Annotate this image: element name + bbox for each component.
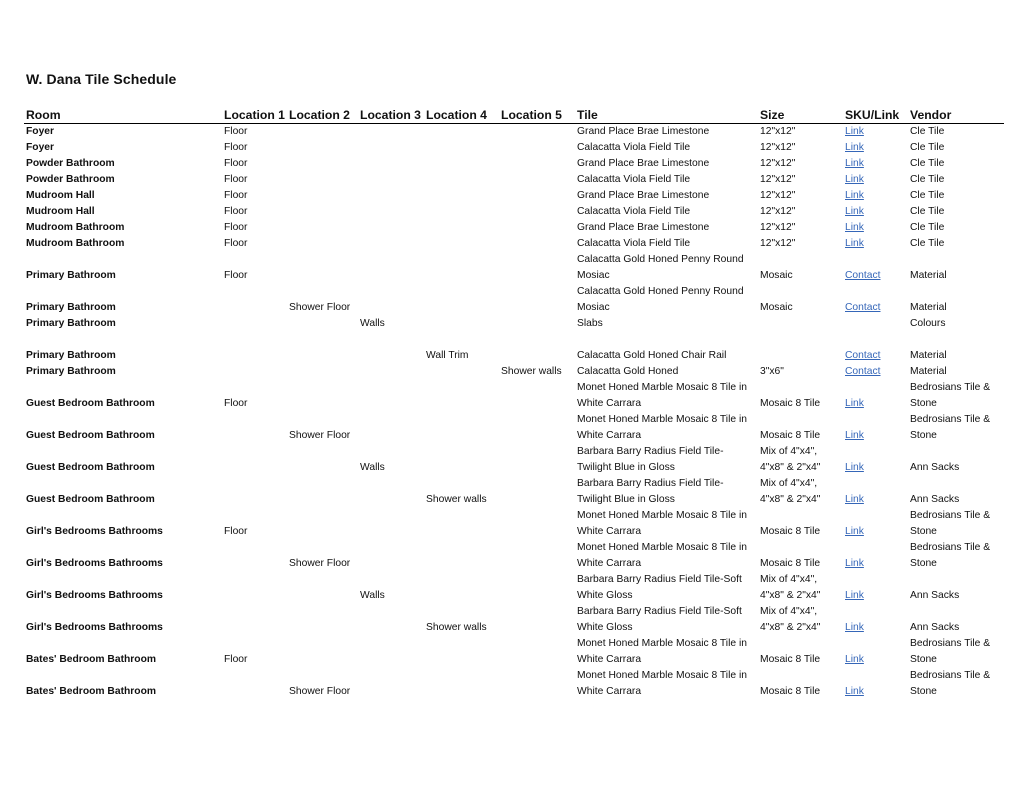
table-row [24, 476, 1004, 508]
tile-cell: Calacatta Gold Honed Penny Round Mosiac [577, 254, 744, 281]
room-cell: Primary Bathroom [26, 302, 116, 313]
room-cell: Girl's Bedrooms Bathrooms [26, 558, 163, 569]
column-header-location-2: Location 2 [287, 106, 358, 124]
vendor-cell: Cle Tile [910, 126, 945, 137]
contact-link[interactable]: Contact [845, 270, 881, 281]
location-1-cell [222, 444, 287, 476]
location-2-cell [287, 140, 358, 156]
sku-link[interactable]: Link [845, 654, 864, 665]
sku-link[interactable]: Link [845, 190, 864, 201]
table-row [24, 364, 1004, 380]
room-cell: Girl's Bedrooms Bathrooms [26, 622, 163, 633]
location-4-cell: Wall Trim [426, 350, 469, 361]
room-cell: Mudroom Hall [26, 190, 95, 201]
sku-link-cell [843, 540, 908, 572]
location-1-cell: Floor [224, 654, 248, 665]
location-3-cell [358, 220, 424, 236]
location-1-cell: Floor [224, 142, 248, 153]
room-cell: Powder Bathroom [26, 158, 115, 169]
location-3-cell: Walls [360, 462, 385, 473]
tile-cell: Barbara Barry Radius Field Tile- Twilight Blue in Gloss [577, 446, 724, 473]
sku-link[interactable]: Link [845, 622, 864, 633]
table-row [24, 188, 1004, 204]
location-1-cell [222, 572, 287, 604]
vendor-cell: Cle Tile [910, 238, 945, 249]
location-2-cell: Shower Floor [289, 430, 351, 441]
location-5-cell [499, 204, 575, 220]
location-4-cell [424, 380, 499, 412]
location-1-cell: Floor [224, 174, 248, 185]
vendor-cell: Colours [910, 318, 946, 329]
size-cell: Mix of 4"x4", 4"x8" & 2"x4" [760, 478, 821, 505]
sku-link-cell [843, 380, 908, 412]
tile-cell: Calacatta Viola Field Tile [577, 174, 691, 185]
tile-cell: Calacatta Gold Honed Penny Round Mosiac [577, 286, 744, 313]
location-5-cell [499, 380, 575, 412]
location-5-cell [499, 668, 575, 700]
vendor-cell: Bedrosians Tile & Stone [910, 638, 991, 665]
table-row [24, 508, 1004, 540]
location-2-cell: Shower Floor [289, 686, 351, 697]
table-row [24, 284, 1004, 316]
location-5-cell [499, 412, 575, 444]
location-3-cell [358, 476, 424, 508]
tile-cell: Monet Honed Marble Mosaic 8 Tile in White Carrara [577, 414, 747, 441]
location-3-cell [358, 540, 424, 572]
location-4-cell [424, 156, 499, 172]
tile-cell: Monet Honed Marble Mosaic 8 Tile in White Carrara [577, 638, 747, 665]
tile-cell: Barbara Barry Radius Field Tile- Twilight Blue in Gloss [577, 478, 724, 505]
vendor-cell: Cle Tile [910, 142, 945, 153]
size-cell: 12"x12" [760, 158, 796, 169]
location-2-cell [287, 316, 358, 332]
location-1-cell: Floor [224, 126, 248, 137]
sku-link-cell [843, 140, 908, 156]
sku-link[interactable]: Link [845, 558, 864, 569]
room-cell: Foyer [26, 142, 55, 153]
room-cell: Primary Bathroom [26, 366, 116, 377]
sku-link-cell [843, 284, 908, 316]
location-3-cell [358, 140, 424, 156]
room-cell: Primary Bathroom [26, 270, 116, 281]
location-2-cell [287, 236, 358, 252]
location-2-cell [287, 636, 358, 668]
size-cell: Mix of 4"x4", 4"x8" & 2"x4" [760, 446, 821, 473]
location-3-cell: Walls [360, 590, 385, 601]
location-4-cell [424, 284, 499, 316]
location-5-cell [499, 476, 575, 508]
location-3-cell [358, 156, 424, 172]
location-2-cell [287, 220, 358, 236]
size-cell: 12"x12" [760, 142, 796, 153]
vendor-cell: Bedrosians Tile & Stone [910, 510, 991, 537]
location-5-cell [499, 236, 575, 252]
location-2-cell [287, 444, 358, 476]
location-4-cell: Shower walls [426, 494, 487, 505]
table-row [24, 140, 1004, 156]
table-row [24, 332, 1004, 364]
sku-link-cell [843, 156, 908, 172]
room-cell: Guest Bedroom Bathroom [26, 462, 155, 473]
sku-link-cell [843, 604, 908, 636]
location-5-cell [499, 252, 575, 284]
sku-link[interactable]: Link [845, 174, 864, 185]
vendor-cell: Bedrosians Tile & Stone [910, 542, 991, 569]
location-2-cell [287, 252, 358, 284]
sku-link[interactable]: Link [845, 526, 864, 537]
location-5-cell [499, 332, 575, 364]
location-4-cell [424, 172, 499, 188]
table-row [24, 444, 1004, 476]
sku-link-cell [843, 444, 908, 476]
tile-cell: Barbara Barry Radius Field Tile-Soft White Gloss [577, 574, 742, 601]
tile-cell: Monet Honed Marble Mosaic 8 Tile in White Carrara [577, 382, 747, 409]
vendor-cell: Bedrosians Tile & Stone [910, 382, 991, 409]
column-header-location-5: Location 5 [499, 106, 575, 124]
location-3-cell [358, 332, 424, 364]
room-cell: Bates' Bedroom Bathroom [26, 654, 157, 665]
table-row [24, 204, 1004, 220]
room-cell: Girl's Bedrooms Bathrooms [26, 526, 163, 537]
location-3-cell [358, 604, 424, 636]
location-1-cell [222, 332, 287, 364]
location-4-cell [424, 508, 499, 540]
location-3-cell: Walls [360, 318, 385, 329]
location-5-cell [499, 508, 575, 540]
location-3-cell [358, 364, 424, 380]
sku-link[interactable]: Link [845, 462, 864, 473]
location-2-cell [287, 172, 358, 188]
location-4-cell [424, 668, 499, 700]
column-header-size: Size [758, 106, 843, 124]
room-cell: Guest Bedroom Bathroom [26, 494, 155, 505]
location-1-cell: Floor [224, 270, 248, 281]
location-1-cell: Floor [224, 206, 248, 217]
tile-cell: Monet Honed Marble Mosaic 8 Tile in White Carrara [577, 670, 747, 697]
size-cell [758, 316, 843, 332]
size-cell [758, 332, 843, 364]
location-5-cell [499, 124, 575, 140]
tile-cell: Slabs [577, 318, 603, 329]
location-3-cell [358, 188, 424, 204]
vendor-cell: Material [910, 350, 947, 361]
room-cell: Guest Bedroom Bathroom [26, 398, 155, 409]
location-4-cell [424, 572, 499, 604]
location-4-cell [424, 204, 499, 220]
vendor-cell: Cle Tile [910, 190, 945, 201]
tile-cell: Calacatta Viola Field Tile [577, 142, 691, 153]
tile-cell: Grand Place Brae Limestone [577, 158, 710, 169]
location-2-cell [287, 124, 358, 140]
column-header-room: Room [24, 106, 222, 124]
location-2-cell: Shower Floor [289, 558, 351, 569]
size-cell: Mosaic [760, 270, 793, 281]
vendor-cell: Cle Tile [910, 174, 945, 185]
sku-link[interactable]: Link [845, 158, 864, 169]
sku-link-cell [843, 252, 908, 284]
column-header-location-3: Location 3 [358, 106, 424, 124]
location-1-cell [222, 284, 287, 316]
tile-schedule-table [24, 106, 1004, 700]
room-cell: Guest Bedroom Bathroom [26, 430, 155, 441]
location-2-cell [287, 604, 358, 636]
location-4-cell [424, 636, 499, 668]
location-5-cell: Shower walls [501, 366, 562, 377]
location-4-cell [424, 540, 499, 572]
location-2-cell [287, 204, 358, 220]
location-1-cell: Floor [224, 158, 248, 169]
vendor-cell: Ann Sacks [910, 622, 960, 633]
location-4-cell [424, 364, 499, 380]
vendor-cell: Material [910, 302, 947, 313]
location-1-cell: Floor [224, 526, 248, 537]
location-3-cell [358, 236, 424, 252]
table-row [24, 236, 1004, 252]
location-4-cell [424, 220, 499, 236]
tile-cell: Calacatta Gold Honed Chair Rail [577, 350, 727, 361]
location-4-cell [424, 188, 499, 204]
sku-link-cell [843, 668, 908, 700]
tile-cell: Calacatta Viola Field Tile [577, 238, 691, 249]
table-row [24, 252, 1004, 284]
page-title: W. Dana Tile Schedule [26, 71, 177, 87]
location-3-cell [358, 412, 424, 444]
location-5-cell [499, 604, 575, 636]
vendor-cell: Ann Sacks [910, 494, 960, 505]
sku-link[interactable]: Link [845, 430, 864, 441]
sku-link-cell [843, 364, 908, 380]
size-cell: Mosaic 8 Tile [760, 430, 821, 441]
table-row [24, 540, 1004, 572]
sku-link[interactable]: Link [845, 238, 864, 249]
sku-link-cell [843, 332, 908, 364]
location-1-cell [222, 604, 287, 636]
header-row [24, 106, 1004, 124]
tile-cell: Grand Place Brae Limestone [577, 222, 710, 233]
location-2-cell: Shower Floor [289, 302, 351, 313]
vendor-cell: Bedrosians Tile & Stone [910, 414, 991, 441]
size-cell: 12"x12" [760, 174, 796, 185]
size-cell: Mix of 4"x4", 4"x8" & 2"x4" [760, 606, 821, 633]
location-1-cell: Floor [224, 238, 248, 249]
location-2-cell [287, 476, 358, 508]
room-cell: Mudroom Hall [26, 206, 95, 217]
table-row [24, 412, 1004, 444]
location-4-cell [424, 444, 499, 476]
location-5-cell [499, 316, 575, 332]
sku-link-cell [843, 508, 908, 540]
size-cell: Mosaic 8 Tile [760, 654, 821, 665]
size-cell: Mosaic [760, 302, 793, 313]
vendor-cell: Ann Sacks [910, 462, 960, 473]
sku-link-cell [843, 204, 908, 220]
location-3-cell [358, 380, 424, 412]
vendor-cell: Material [910, 270, 947, 281]
vendor-cell: Material [910, 366, 947, 377]
location-3-cell [358, 636, 424, 668]
vendor-cell: Ann Sacks [910, 590, 960, 601]
location-5-cell [499, 284, 575, 316]
column-header-location-1: Location 1 [222, 106, 287, 124]
room-cell: Bates' Bedroom Bathroom [26, 686, 157, 697]
location-5-cell [499, 156, 575, 172]
vendor-cell: Bedrosians Tile & Stone [910, 670, 991, 697]
location-2-cell [287, 188, 358, 204]
room-cell: Primary Bathroom [26, 350, 116, 361]
size-cell: Mosaic 8 Tile [760, 526, 821, 537]
location-3-cell [358, 668, 424, 700]
vendor-cell: Cle Tile [910, 222, 945, 233]
sku-link[interactable]: Link [845, 686, 864, 697]
location-2-cell [287, 332, 358, 364]
sku-link[interactable]: Link [845, 590, 864, 601]
location-1-cell: Floor [224, 398, 248, 409]
location-3-cell [358, 252, 424, 284]
tile-cell: Barbara Barry Radius Field Tile-Soft White Gloss [577, 606, 742, 633]
size-cell: 3"x6" [760, 366, 784, 377]
table-row [24, 220, 1004, 236]
sku-link-cell [843, 124, 908, 140]
location-1-cell [222, 668, 287, 700]
location-5-cell [499, 188, 575, 204]
location-5-cell [499, 140, 575, 156]
tile-cell: Calacatta Viola Field Tile [577, 206, 691, 217]
location-5-cell [499, 540, 575, 572]
location-5-cell [499, 636, 575, 668]
sku-link[interactable]: Link [845, 398, 864, 409]
table-row [24, 668, 1004, 700]
size-cell: 12"x12" [760, 206, 796, 217]
table-row [24, 572, 1004, 604]
size-cell: 12"x12" [760, 190, 796, 201]
column-header-sku-link: SKU/Link [843, 106, 908, 124]
location-4-cell [424, 316, 499, 332]
location-3-cell [358, 124, 424, 140]
tile-cell: Calacatta Gold Honed [577, 366, 679, 377]
table-header [24, 106, 1004, 124]
location-1-cell [222, 412, 287, 444]
size-cell: Mosaic 8 Tile [760, 686, 821, 697]
sku-link-cell [843, 572, 908, 604]
sku-link[interactable]: Link [845, 494, 864, 505]
tile-cell: Grand Place Brae Limestone [577, 190, 710, 201]
contact-link[interactable]: Contact [845, 366, 881, 377]
table-row [24, 316, 1004, 332]
location-3-cell [358, 172, 424, 188]
sku-link-cell [843, 188, 908, 204]
size-cell: Mix of 4"x4", 4"x8" & 2"x4" [760, 574, 821, 601]
sku-link[interactable]: Link [845, 142, 864, 153]
size-cell: Mosaic 8 Tile [760, 558, 821, 569]
location-2-cell [287, 156, 358, 172]
size-cell: 12"x12" [760, 238, 796, 249]
sku-link[interactable]: Link [845, 126, 864, 137]
location-5-cell [499, 572, 575, 604]
location-5-cell [499, 220, 575, 236]
location-1-cell [222, 364, 287, 380]
vendor-cell: Cle Tile [910, 206, 945, 217]
column-header-tile: Tile [575, 106, 758, 124]
sku-link-cell [843, 172, 908, 188]
location-2-cell [287, 364, 358, 380]
sku-link-cell [843, 412, 908, 444]
table-row [24, 380, 1004, 412]
location-5-cell [499, 444, 575, 476]
location-1-cell [222, 540, 287, 572]
sku-link-cell [843, 476, 908, 508]
size-cell: 12"x12" [760, 126, 796, 137]
location-3-cell [358, 284, 424, 316]
table-body [24, 124, 1004, 700]
location-5-cell [499, 172, 575, 188]
table-row [24, 172, 1004, 188]
room-cell: Powder Bathroom [26, 174, 115, 185]
location-3-cell [358, 204, 424, 220]
location-4-cell: Shower walls [426, 622, 487, 633]
room-cell: Mudroom Bathroom [26, 222, 125, 233]
vendor-cell: Cle Tile [910, 158, 945, 169]
sku-link-cell [843, 220, 908, 236]
location-4-cell [424, 252, 499, 284]
column-header-vendor: Vendor [908, 106, 1004, 124]
location-2-cell [287, 380, 358, 412]
room-cell: Girl's Bedrooms Bathrooms [26, 590, 163, 601]
tile-cell: Grand Place Brae Limestone [577, 126, 710, 137]
sku-link[interactable]: Link [845, 222, 864, 233]
contact-link[interactable]: Contact [845, 302, 881, 313]
location-1-cell: Floor [224, 222, 248, 233]
location-3-cell [358, 508, 424, 540]
location-4-cell [424, 236, 499, 252]
location-2-cell [287, 572, 358, 604]
location-1-cell [222, 476, 287, 508]
sku-link-cell [843, 316, 908, 332]
sku-link[interactable]: Link [845, 206, 864, 217]
room-cell: Mudroom Bathroom [26, 238, 125, 249]
tile-cell: Monet Honed Marble Mosaic 8 Tile in White Carrara [577, 510, 747, 537]
table-row [24, 604, 1004, 636]
table-row [24, 156, 1004, 172]
location-1-cell: Floor [224, 190, 248, 201]
location-1-cell [222, 316, 287, 332]
table-row [24, 636, 1004, 668]
room-cell: Primary Bathroom [26, 318, 116, 329]
size-cell: 12"x12" [760, 222, 796, 233]
location-4-cell [424, 124, 499, 140]
table-row [24, 124, 1004, 140]
room-cell: Foyer [26, 126, 55, 137]
contact-link[interactable]: Contact [845, 350, 881, 361]
size-cell: Mosaic 8 Tile [760, 398, 821, 409]
column-header-location-4: Location 4 [424, 106, 499, 124]
location-4-cell [424, 140, 499, 156]
sku-link-cell [843, 636, 908, 668]
location-4-cell [424, 412, 499, 444]
location-2-cell [287, 508, 358, 540]
tile-cell: Monet Honed Marble Mosaic 8 Tile in White Carrara [577, 542, 747, 569]
sku-link-cell [843, 236, 908, 252]
